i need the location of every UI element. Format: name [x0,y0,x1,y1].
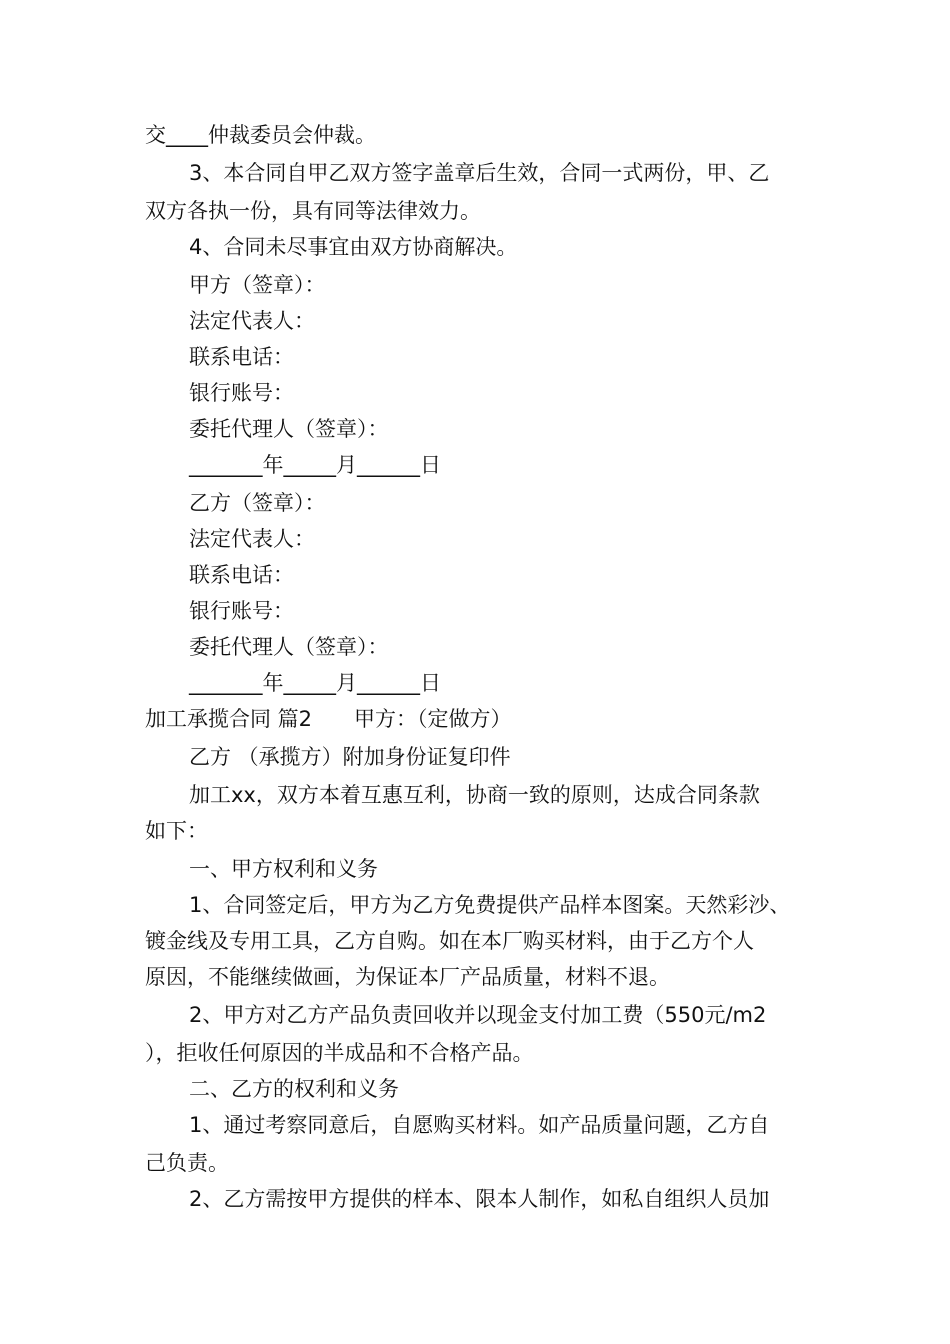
paragraph-line: 4、合同未尽事宜由双方协商解决。 [189,235,518,259]
paragraph-line: ），拒收任何原因的半成品和不合格产品。 [145,1041,534,1065]
paragraph-line: 乙方（签章）： [189,491,326,515]
paragraph-line: _______年_____月______日 [189,671,441,695]
paragraph-line: 委托代理人（签章）： [189,417,389,441]
paragraph-line: 一、甲方权利和义务 [189,857,378,881]
paragraph-line: 交____仲裁委员会仲裁。 [145,123,376,147]
paragraph-line: 1、合同签定后，甲方为乙方免费提供产品样本图案。天然彩沙、 [189,893,791,917]
paragraph-line: 银行账号： [189,599,294,623]
paragraph-line: 二、乙方的权利和义务 [189,1077,399,1101]
paragraph-line: 联系电话： [189,345,294,369]
paragraph-line: 委托代理人（签章）： [189,635,389,659]
paragraph-line: 己负责。 [145,1151,229,1175]
paragraph-line: 联系电话： [189,563,294,587]
paragraph-line: 银行账号： [189,381,294,405]
paragraph-line: 乙方 （承揽方）附加身份证复印件 [189,745,511,769]
paragraph-line: 法定代表人： [189,309,315,333]
paragraph-line: 加工xx，双方本着互惠互利，协商一致的原则，达成合同条款 [189,783,760,807]
paragraph-line: _______年_____月______日 [189,453,441,477]
paragraph-line: 如下： [145,819,208,843]
paragraph-line: 加工承揽合同 篇2 甲方：（定做方） [145,707,512,731]
paragraph-line: 法定代表人： [189,527,315,551]
paragraph-line: 原因，不能继续做画，为保证本厂产品质量，材料不退。 [145,965,670,989]
paragraph-line: 1、通过考察同意后，自愿购买材料。如产品质量问题，乙方自 [189,1113,770,1137]
paragraph-line: 2、甲方对乙方产品负责回收并以现金支付加工费（550元/m2 [189,1003,767,1027]
paragraph-line: 甲方（签章）： [189,273,326,297]
paragraph-line: 镀金线及专用工具，乙方自购。如在本厂购买材料，由于乙方个人 [145,929,754,953]
paragraph-line: 双方各执一份，具有同等法律效力。 [145,199,481,223]
paragraph-line: 3、本合同自甲乙双方签字盖章后生效，合同一式两份，甲、乙 [189,161,770,185]
paragraph-line: 2、乙方需按甲方提供的样本、限本人制作，如私自组织人员加 [189,1187,770,1211]
